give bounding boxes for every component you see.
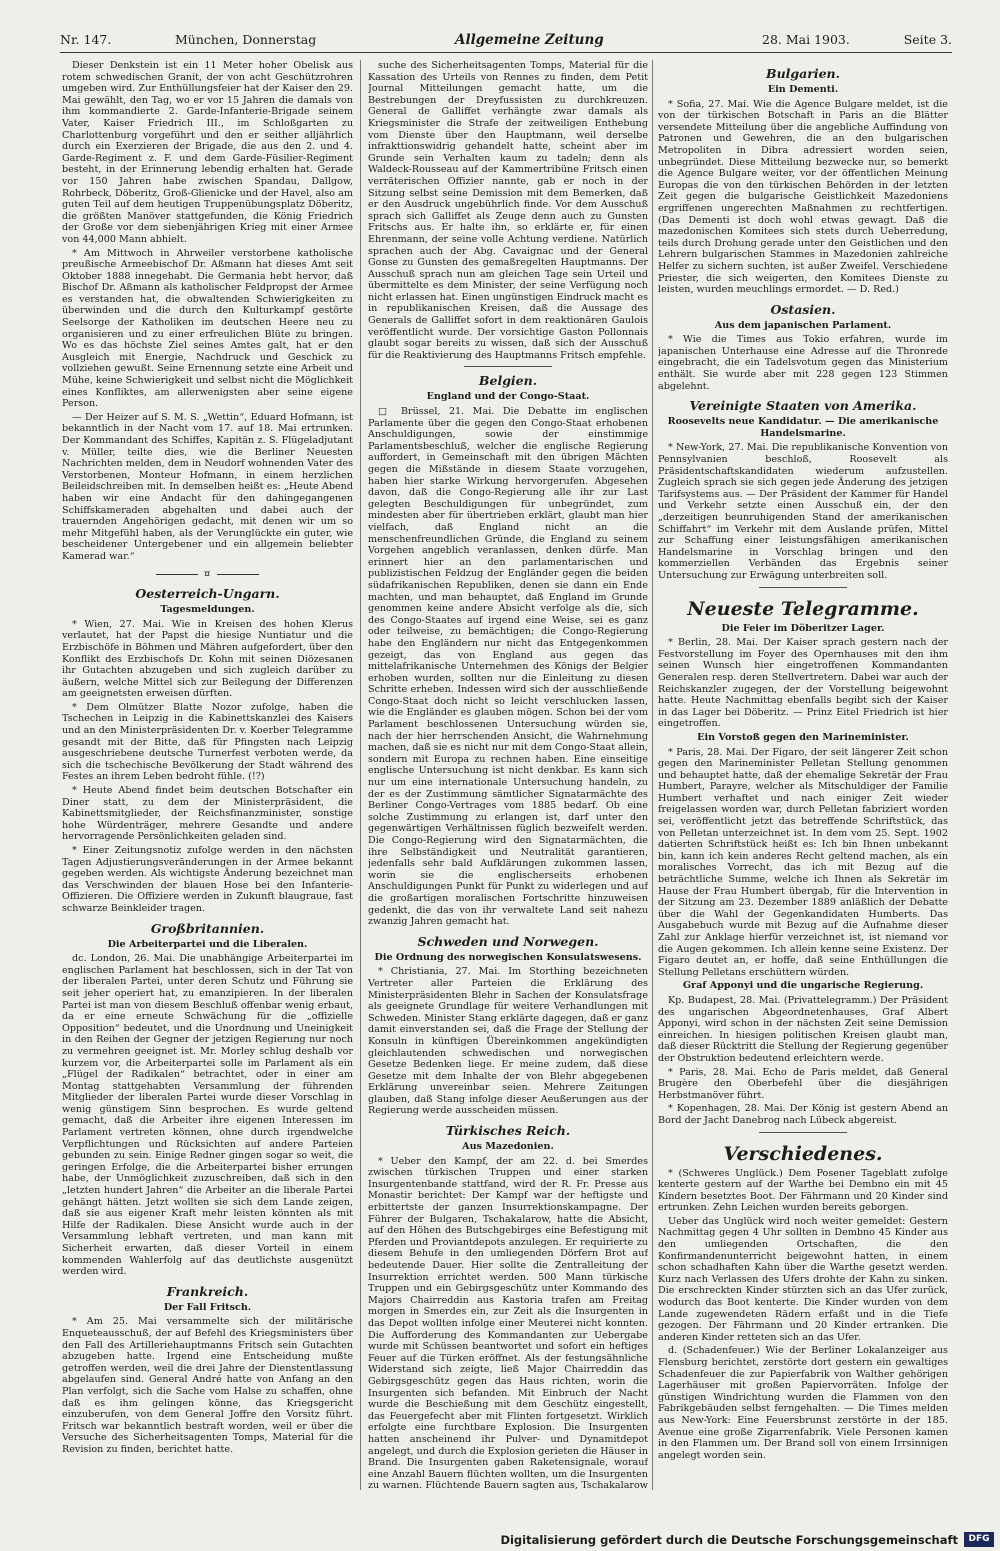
- article-paragraph: — Der Heizer auf S. M. S. „Wettin“, Eduard Hofmann, ist bekanntlich in der Nacht vom 17. auf 18. Mai ertrunken. Der Kommandant des Schiffes, Kapitän z. S. Flügeladjutant v. Müller, teilte dies, wie die Berliner Neuesten Nachrichten melden, dem in Neudorf wohnenden Vater des Verstorbenen, Monteur Hofmann, in einem herzlichen Beileidschreiben mit. In demselben heißt es: „Heute Abend haben wir eine Andacht für den dahingegangenen Schiffskameraden abgehalten und dabei auch der trauernden Angehörigen gedacht, mit denen wir um so mehr Mitgefühl haben, als der Verunglückte ein guter, wie bescheidener Untergebener und ein allgemein beliebter Kamerad war.“: [62, 411, 353, 562]
- section-divider: [464, 366, 552, 367]
- section-heading-neueste-telegramme: Neueste Telegramme.: [687, 597, 919, 620]
- section-heading-oesterreich: Oesterreich-Ungarn.: [135, 586, 280, 602]
- column-1: [62, 60, 353, 1490]
- section-heading-schweden-norwegen: Schweden und Norwegen.: [417, 933, 599, 949]
- article-paragraph: * Paris, 28. Mai. Echo de Paris meldet, daß General Brugère den Oberbefehl über die diesjährigen Herbstmanöver führt.: [658, 1066, 948, 1101]
- article-paragraph: * New-York, 27. Mai. Die republikanische Konvention von Pennsylvanien beschloß, Roosevelt als Präsidentschaftskandidaten wiederum aufzustellen. Zugleich sprach sie sich gegen jede Änderung des jetzigen Tarifsystems aus. — Der Präsident der Kammer für Handel und Verkehr setzte einen Ausschuß ein, der den „derzeitigen beunruhigenden Stand der amerikanischen Schiffahrt“ im Verkehr mit dem Auslande prüfen, Mittel zur Schaffung einer leistungsfähigen amerikanischen Handelsmarine in Vorschlag bringen und den kommerziellen Verbänden das Ergebnis seiner Untersuchung zur Erwägung unterbreiten soll.: [658, 442, 948, 581]
- article-paragraph: * Sofia, 27. Mai. Wie die Agence Bulgare meldet, ist die von der türkischen Botschaft in Paris an die Blätter versendete Mitteilung über die angebliche Auffindung von Patronen und Gewehren, die an den bulgarischen Metropoliten in Dibra adressiert worden seien, unbegründet. Diese Mitteilung bezwecke nur, so bemerkt die Agence Bulgare weiter, vor der öffentlichen Meinung Europas die von den türkischen Behörden in der letzten Zeit gegen die bulgarische Geistlichkeit Mazedoniens ergriffenen ungerechten Maßnahmen zu rechtfertigen. (Das Dementi ist doch wohl etwas gewagt. Daß die mazedonischen Komitees sich stets durch Ueberredung, teils durch Drohung gerade unter den Geistlichen und den Lehrern bulgarischen Stammes in Mazedonien zahlreiche Helfer zu sichern suchten, ist außer Zweifel. Verschiedene Priester, die sich weigerten, den Komitees Dienste zu leisten, wurden meuchlings ermordet. — D. Red.): [658, 98, 948, 296]
- article-paragraph: * Am 25. Mai versammelte sich der militärische Enqueteausschuß, der auf Befehl des Kriegsministers über den Fall des Artilleriehauptmanns Fritsch sein Gutachten abzugeben hatte. Irgend eine Entscheidung mußte getroffen werden, weil die drei Jahre der Dienstentlassung abgelaufen sind. General André hatte von Anfang an den Plan verfolgt, sich die Sache vom Halse zu schaffen, ohne daß es ihm gelingen könne, das Kriegsgericht einzuberufen, von dem General Joffre den Vorsitz führt. Fritsch war bekanntlich bestraft worden, weil er über die Versuche des Sicherheitsagenten Tomps, Material für die Revision zu finden, berichtet hatte.: [62, 1316, 353, 1455]
- subheading: Die Ordnung des norwegischen Konsulatswesens.: [374, 951, 642, 963]
- article-paragraph: * Wien, 27. Mai. Wie in Kreisen des hohen Klerus verlautet, hat der Papst die hiesige Nuntiatur und die Erzbischöfe in Böhmen und Mähren aufgefordert, über den Konflikt des Erzbischofs Dr. Kohn mit seinen Diözesanen ihr Gutachten abzugeben und sich zugleich darüber zu äußern, welche Mittel sich zur Beilegung der Differenzen am geeignetsten erweisen dürften.: [62, 618, 353, 700]
- section-heading-verschiedenes: Verschiedenes.: [723, 1142, 883, 1165]
- article-paragraph: d. (Schadenfeuer.) Wie der Berliner Lokalanzeiger aus Flensburg berichtet, zerstörte dort gestern ein gewaltiges Schadenfeuer die zur Papierfabrik von Walther gehörigen Lagerhäuser mit großen Papiervorräten. Infolge der günstigen Windrichtung wurden die Flammen von den Fabrikgebäuden selbst ferngehalten. — Die Times melden aus New-York: Eine Feuersbrunst zerstörte in der 185. Avenue eine große Zigarrenfabrik. Viele Personen kamen in den Flammen um. Der Brand soll von einem Irrsinnigen angelegt worden sein.: [658, 1345, 948, 1461]
- section-heading-bulgarien: Bulgarien.: [766, 66, 840, 81]
- digitization-footer: [0, 1530, 1000, 1551]
- subheading: Ein Vorstoß gegen den Marineminister.: [697, 731, 909, 743]
- subheading: Roosevelts neue Kandidatur. — Die amerikanische Handelsmarine.: [667, 416, 939, 439]
- article-paragraph: * Wie die Times aus Tokio erfahren, wurde im japanischen Unterhause eine Adresse auf die Thronrede eingebracht, die ein Tadelsvotum gegen das Ministerium enthält. Sie wurde aber mit 228 gegen 123 Stimmen abgelehnt.: [658, 334, 948, 392]
- dfg-logo: DFG: [964, 1532, 994, 1547]
- masthead: [60, 30, 952, 53]
- section-divider: [759, 1132, 847, 1133]
- section-divider: [759, 587, 847, 588]
- issue-date: 28. Mai 1903.: [762, 32, 850, 47]
- subheading: Tagesmeldungen.: [160, 604, 255, 616]
- column-3: [658, 60, 948, 1490]
- section-heading-ostasien: Ostasien.: [770, 301, 836, 317]
- article-paragraph: * (Schweres Unglück.) Dem Posener Tageblatt zufolge kenterte gestern auf der Warthe bei Dembno ein mit 45 Kindern besetztes Boot. Der Fährmann und 20 Kinder sind ertrunken. Zehn Leichen wurden bereits geborgen.: [658, 1167, 948, 1214]
- column-2: [368, 60, 648, 1490]
- article-paragraph: * Ueber den Kampf, der am 22. d. bei Smerdes zwischen türkischen Truppen und einer starken Insurgentenbande stattfand, wird der R. Fr. Presse aus Monastir berichtet: Der Kampf war der heftigste und erbittertste der ganzen Insurrektionskampagne. Der Führer der Bulgaren, Tschakalarow, hatte die Absicht, auf den Höhen des Butschgebirges eine Befestigung mit Pferden und Proviantdepots anzulegen. Er requirierte zu diesem Behufe in den umliegenden Dörfern Brot auf bedeutende Dauer. Hier sollte die Zentralleitung der Insurrektion errichtet werden. 500 Mann türkische Truppen und ein Gebirgsgeschütz unter Kommando des Majors Chairreddin aus Kastoria trafen am Freitag morgen in Smerdes ein, zur Zeit als die Insurgenten in das Depot wollten infolge einer Meuterei nicht konnten. Die Aufforderung des Kommandanten zur Uebergabe wurde mit Schüssen beantwortet und sofort ein heftiges Feuer auf die Türken eröffnet. Als der festungsähnliche Widerstand sich zeigte, ließ Major Chairreddin das Gebirgsgeschütz gegen das Haus richten, worin die Insurgenten sich befanden. Mit Einbruch der Nacht wurde die Beschießung mit dem Geschütz eingestellt, das Feuergefecht aber mit Flinten fortgesetzt. Wirklich erfolgte eine furchtbare Explosion. Die Insurgenten hatten anscheinend ihr Pulver- und Dynamitdepot angelegt, und durch die Explosion gerieten die Häuser in Brand. Die Insurgenten gaben Raketensignale, worauf eine Anzahl Bauern flüchten wollten, um die Insurgenten zu warnen. Flüchtende Bauern sagten aus, Tschakalarow: [368, 1155, 648, 1490]
- newspaper-title: Allgemeine Zeitung: [455, 32, 604, 48]
- article-paragraph: * Einer Zeitungsnotiz zufolge werden in den nächsten Tagen Adjustierungsveränderungen in der Armee bekannt gegeben werden. Als wichtigste Änderung bezeichnet man das Verschwinden der blauen Hose bei den Infanterie-Offizieren. Die Offiziere werden in Zukunft blaugraue, fast schwarze Beinkleider tragen.: [62, 845, 353, 914]
- subheading: England und der Congo-Staat.: [426, 391, 590, 403]
- article-paragraph: * Berlin, 28. Mai. Der Kaiser sprach gestern nach der Festvorstellung im Foyer des Opernhauses mit den ihm seinen Wunsch hier eingetroffenen Kommandanten Generalen resp. deren Stellvertretern. Dabei war auch der Reichskanzler zugegen, der der Vorstellung beigewohnt hatte. Heute Nachmittag ebenfalls begibt sich der Kaiser in das Lager bei Döberitz. — Prinz Eitel Friedrich ist hier eingetroffen.: [658, 637, 948, 730]
- article-paragraph: * Christiania, 27. Mai. Im Storthing bezeichneten Vertreter aller Parteien die Erklärung des Ministerpräsidenten Blehr in Sachen der Konsulatsfrage als geeignete Grundlage für weitere Verhandlungen mit Schweden. Minister Stang erklärte dagegen, daß er ganz damit einverstanden sei, daß die Frage der Stellung der Konsuln in künftigen Übereinkommen angekündigten gleichlautenden schwedischen und norwegischen Gesetze Bedenken liege. Er meine zudem, daß diese Gesetze mit dem Inhalte der von Blehr abgegebenen Erklärung unvereinbar seien. Mehrere Zeitungen glauben, daß Stang infolge dieser Aeußerungen aus der Regierung werde ausscheiden müssen.: [368, 966, 648, 1117]
- article-paragraph: Kp. Budapest, 28. Mai. (Privattelegramm.) Der Präsident des ungarischen Abgeordnetenhauses, Graf Albert Apponyi, wird schon in der nächsten Zeit seine Demission einreichen. In hiesigen politischen Kreisen glaubt man, daß dieser Rücktritt die Stellung der Regierung gegenüber der Obstruktion bedeutend erleichtern werde.: [658, 994, 948, 1064]
- article-paragraph: * Dem Olmützer Blatte Nozor zufolge, haben die Tschechen in Leipzig in die Kabinettskanzlei des Kaisers und an den Ministerpräsidenten Dr. v. Koerber Telegramme gesandt mit der Bitte, daß für Pfingsten nach Leipzig ausgeschriebene deutsche Turnerfest verboten werde, da sich die tschechische Bevölkerung der Stadt während des Festes an ihrem Leben bedroht fühle. (!?): [62, 701, 353, 783]
- section-heading-frankreich: Frankreich.: [166, 1283, 249, 1299]
- article-paragraph: Dieser Denkstein ist ein 11 Meter hoher Obelisk aus rotem schwedischen Granit, der von acht Geschützrohren umgeben wird. Zur Enthüllungsfeier hat der Kaiser den 29. Mai gewählt, den Tag, wo er vor 15 Jahren die damals von ihm kommandierte 2. Garde-Infanterie-Brigade seinem Vater, Kaiser Friedrich III., im Schloßgarten zu Charlottenburg vorgeführt und den er seither alljährlich durch ein Exerzieren der Brigade, die aus den 2. und 4. Garde-Regiment z. F. und dem Garde-Füsilier-Regiment besteht, in der Erinnerung lebendig erhalten hat. Gerade vor 150 Jahren habe zwischen Spandau, Dallgow, Rohrbeck, Döberitz, Groß-Glienicke und der Havel, also am guten Teil auf dem heutigen Truppenübungsplatz Döberitz, die größten Manöver stattgefunden, die König Friedrich der Große vor dem siebenjährigen Krieg mit einer Armee von 44,000 Mann abhielt.: [62, 60, 353, 245]
- section-heading-belgien: Belgien.: [478, 373, 538, 389]
- column-divider: [360, 60, 361, 1490]
- section-ornament: ¤: [62, 569, 353, 581]
- article-paragraph: * Heute Abend findet beim deutschen Botschafter ein Diner statt, zu dem der Ministerpräsident, die Kabinettsmitglieder, der Reichsfinanzminister, sonstige hohe Würdenträger, mehrere Gesandte und andere hervorragende Persönlichkeiten geladen sind.: [62, 785, 353, 843]
- subheading: Graf Apponyi und die ungarische Regierung.: [682, 980, 924, 992]
- column-divider: [652, 60, 653, 1490]
- section-heading-tuerkisches-reich: Türkisches Reich.: [445, 1123, 571, 1139]
- funding-note: Digitalisierung gefördert durch die Deutsche Forschungsgemeinschaft: [500, 1533, 958, 1547]
- article-paragraph: * Paris, 28. Mai. Der Figaro, der seit längerer Zeit schon gegen den Marineminister Pelletan Stellung genommen und behauptet hatte, daß der ehemalige Sekretär der Frau Humbert, Parayre, welcher als Mitschuldiger der Familie Humbert verhaftet und nach einiger Zeit wieder freigelassen worden war, durch Pelletan fabriziert worden sei, veröffentlicht jetzt das betreffende Schriftstück, das von Pelletan unterzeichnet ist. In dem vom 25. Sept. 1902 datierten Schriftstück heißt es: Ich bin Ihnen unbekannt bin, kann ich kein anderes Recht geltend machen, als ein moralisches Vorrecht, das ich mit Bezug auf die beträchtliche Summe, welche ich Ihnen als Sekretär im Hause der Frau Humbert übergab, für die Intervention in der Sitzung am 23. Dezember 1889 anläßlich der Debatte über die Wahl der Gegenkandidaten Humberts. Das Ausgabebuch wurde mit Bezug auf die Aufnahme dieser Zahl zur Anklage hierfür verzeichnet ist, ist niemand vor die Augen gekommen. Ich allein kenne seine Existenz. Der Figaro deutet an, er hoffe, daß seine Enthüllungen die Stellung Pelletans erschüttern würden.: [658, 746, 948, 978]
- subheading: Der Fall Fritsch.: [163, 1301, 252, 1313]
- article-paragraph: * Kopenhagen, 28. Mai. Der König ist gestern Abend an Bord der Jacht Danebrog nach Lübeck abgereist.: [658, 1103, 948, 1126]
- subheading: Aus dem japanischen Parlament.: [714, 319, 892, 331]
- subheading: Aus Mazedonien.: [462, 1141, 554, 1153]
- subheading: Die Arbeiterpartei und die Liberalen.: [107, 938, 308, 950]
- subheading: Die Feier im Döberitzer Lager.: [721, 622, 885, 634]
- section-heading-grossbritannien: Großbritannien.: [150, 920, 265, 936]
- page-number: Seite 3.: [903, 32, 952, 47]
- issue-number: Nr. 147.: [60, 32, 112, 47]
- article-paragraph: * Am Mittwoch in Ahrweiler verstorbene katholische preußische Armeebischof Dr. Aßmann hat dieses Amt seit Oktober 1888 innegehabt. Die Germania hebt hervor, daß Bischof Dr. Aßmann als katholischer Feldpropst der Armee es verstanden hat, die obwaltenden Schwierigkeiten zu überwinden und die durch den Kulturkampf gestörte Seelsorge der Katholiken im deutschen Heere neu zu organisieren und zu einer erfreulichen Blüte zu bringen. Wo es das höchste Ziel seines Amtes galt, hat er den Ausgleich mit Energie, Nachdruck und Geschick zu vollziehen gewußt. Seine Ernennung setzte eine Arbeit und Mühe, keine Schwierigkeit und selbst nicht die Möglichkeit eines Konfliktes, am allerwenigsten aber seine eigene Person.: [62, 247, 353, 410]
- article-paragraph: Ueber das Unglück wird noch weiter gemeldet: Gestern Nachmittag gegen 4 Uhr sollten in Dembno 45 Kinder aus den umliegenden Ortschaften, die den Konfirmandenunterricht beigewohnt hatten, in einem schon schadhaften Kahn über die Warthe gesetzt werden. Kurz nach Verlassen des Ufers drohte der Kahn zu sinken. Die erschreckten Kinder stürzten sich an das Ufer zurück, wodurch das Boot kenterte. Die Kinder wurden von dem Lande zugewendeten Rädern erfaßt und in die Tiefe gezogen. Der Fährmann und 20 Kinder ertranken. Die anderen Kinder retteten sich an das Ufer.: [658, 1215, 948, 1343]
- place-day: München, Donnerstag: [175, 32, 317, 47]
- article-paragraph: □ Brüssel, 21. Mai. Die Debatte im englischen Parlamente über die gegen den Congo-Staat erhobenen Anschuldigungen, sowie der einstimmige Parlamentsbeschluß, welcher die englische Regierung auffordert, in Gemeinschaft mit den übrigen Mächten gegen die Mißstände in diesem Staate vorzugehen, haben hier starke Wirkung hervorgerufen. Abgesehen davon, daß die Congo-Regierung alle ihr zur Last gelegten Beschuldigungen für unbegründet, zum mindesten aber für übertrieben erklärt, glaubt man hier vielfach, daß England nicht an die menschenfreundlichen Gründe, die England zu seinem Vorgehen angeblich veranlassen, denken dürfe. Man erinnert hier an den parlamentarischen und publizistischen Feldzug der Engländer gegen die beiden südafrikanischen Republiken, denen sie dann ein Ende machten, und man behauptet, daß England im Grunde genommen keine andere Absicht verfolge als die, sich des Congo-Staates auf irgend eine Weise, sei es ganz oder teilweise, zu bemächtigen; die Congo-Regierung habe den Engländern nur nicht das Entgegenkommen gezeigt, das von England aus gegen das mittelafrikanische Unternehmen des Königs der Belgier erhoben wurden, sollten nur die Einleitung zu diesen Schritte erheben. Indessen wird sich der ausschließende Congo-Staat doch nicht so leicht verschlucken lassen, wie die Engländer es glauben mögen. Schon bei der vom Parlament beschlossenen Untersuchung würden sie, nach der hier herrschenden Ansicht, die Wahrnehmung machen, daß sie es nicht nur mit dem Congo-Staat allein, sondern mit Europa zu rechnen haben. Eine einseitige englische Untersuchung ist nicht denkbar. Es kann sich nur um eine internationale Untersuchung handeln, zu der es der Zustimmung sämtlicher Signatarmächte des Berliner Congo-Vertrages vom 1885 bedarf. Ob eine solche Zustimmung zu erlangen ist, darf unter den gegenwärtigen Verhältnissen füglich bezweifelt werden. Die Congo-Regierung wird den Signatarmächten, die ihre Selbständigkeit und Neutralität garantieren, jedenfalls sehr bald Aufklärungen zukommen lassen, worin sie die englischerseits erhobenen Anschuldigungen Punkt für Punkt zu widerlegen und auf die großartigen moralischen Fortschritte hinzuweisen gedenkt, die das von ihr verwaltete Land seit nahezu zwanzig Jahren gemacht hat.: [368, 406, 648, 928]
- subheading: Ein Dementi.: [767, 84, 839, 95]
- section-heading-usa: Vereinigte Staaten von Amerika.: [689, 398, 917, 414]
- article-paragraph: dc. London, 26. Mai. Die unabhängige Arbeiterpartei im englischen Parlament hat beschlossen, sich in der Tat von der liberalen Partei, unter deren Schutz und Führung sie seit jeher operiert hat, zu emanzipieren. In der liberalen Partei ist man von diesem Beschluß offenbar wenig erbaut, da er eine erneute Schwächung für die „offizielle Opposition“ bedeutet, und die Unordnung und Uneinigkeit in den Reihen der Gegner der jetzigen Regierung nur noch zu vermehren geeignet ist. Mr. Morley schlug deshalb vor kurzem vor, die Arbeiterpartei solle im Parlament als ein „Flügel der Radikalen“ betrachtet, oder in einer am Montag stattgehabten Versammlung der führenden Mitglieder der liberalen Partei wurde dieser Vorschlag in wenig günstigem Sinn besprochen. Es wurde geltend gemacht, daß die Arbeiter ihre eigenen Interessen im Parlament vertreten können, ohne durch irgendwelche Verpflichtungen und Rücksichten auf andere Parteien gebunden zu sein. Einige Redner gingen sogar so weit, die geringen Erfolge, die die Arbeiterpartei bisher errungen habe, der Unmöglichkeit zuzuschreiben, daß sich in den „letzten hundert Jahren“ die Arbeiter an die liberale Partei gehängt hätten. Jetzt wollten sie sich dem Lande zeigen, daß sie aus eigener Kraft mehr leisten könnten als mit Hilfe der Radikalen. Diese Ansicht wurde auch in der Versammlung lebhaft vertreten, und man kann mit Sicherheit erwarten, daß dieser Vorteil in einem kommenden Wahlerfolg auf das deutlichste ausgenützt werden wird.: [62, 953, 353, 1278]
- article-paragraph: suche des Sicherheitsagenten Tomps, Material für die Kassation des Urteils von Rennes zu finden, dem Petit Journal Mitteilungen gemacht hatte, um die Bestrebungen der Dreyfussisten zu durchkreuzen. General de Galliffet verhängte zwar damals als Kriegsminister die Strafe der zeitweiligen Enthebung vom Dienste über den Hauptmann, weil derselbe infrakttionswidrig gehandelt hatte, scheint aber im Grunde sein Verhalten kaum zu tadeln; denn als Waldeck-Rousseau auf der Kammertribüne Fritsch einen verräterischen Offizier nannte, gab er noch in der Sitzung selbst seine Demission mit dem Bemerken, daß er den Ausdruck ungebührlich finde. Vor dem Ausschuß sprach sich Galliffet als Zeuge denn auch zu Gunsten Fritschs aus. Er halte ihn, so erklärte er, für einen Ehrenmann, der seine volle Achtung verdiene. Natürlich sprachen auch der Abg. Cavaignac und der General Gonse zu Gunsten des gemaßregelten Hauptmanns. Der Ausschuß sprach nun am gleichen Tage sein Urteil und übermittelte es dem Minister, der seine Verfügung noch nicht erlassen hat. Einen ungünstigen Eindruck macht es in republikanischen Kreisen, daß die Aussage des Generals de Galliffet sofort in dem reaktionären Gaulois veröffentlicht wurde. Der vorsichtige Gaston Pollonnais glaubt sogar bereits zu wissen, daß sich der Ausschuß für die Reaktivierung des Hauptmanns Fritsch empfehle.: [368, 60, 648, 361]
